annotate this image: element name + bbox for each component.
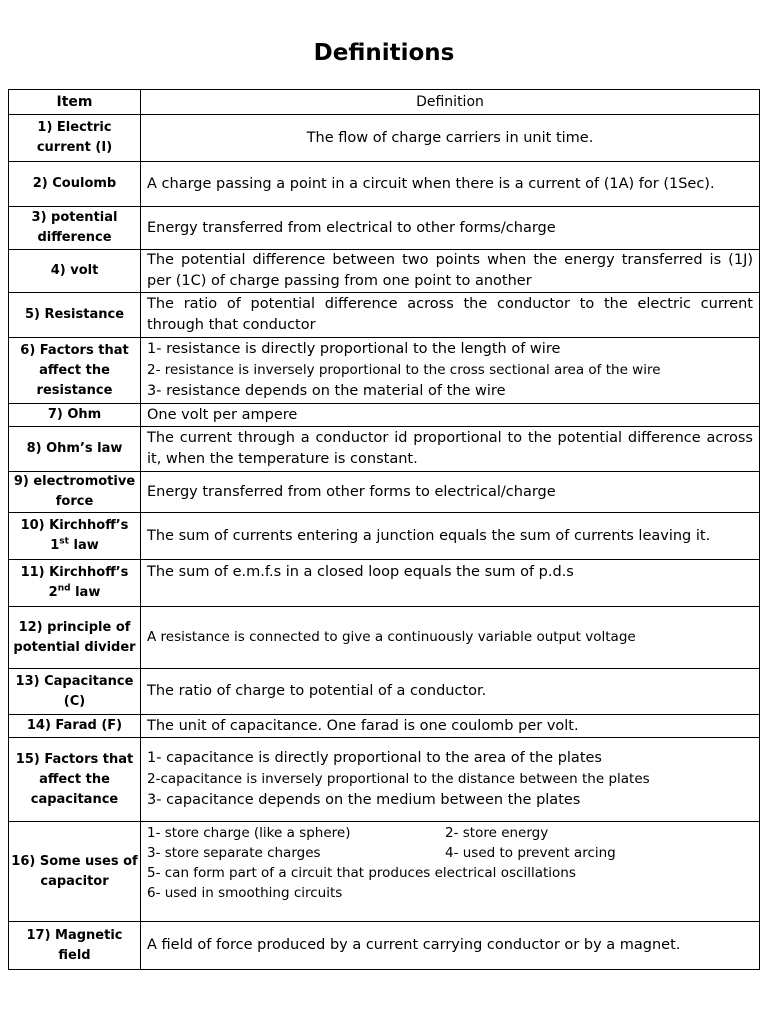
- table-row: [9, 338, 760, 404]
- table-row: [9, 404, 760, 427]
- table-row: [9, 560, 760, 607]
- definition-cell: The sum of e.m.f.s in a closed loop equals the sum of p.d.s: [141, 560, 760, 607]
- definitions-table: [8, 89, 760, 970]
- table-row: [9, 207, 760, 250]
- table-row: [9, 472, 760, 513]
- definition-cell: A charge passing a point in a circuit when there is a current of (1A) for (1Sec).: [141, 162, 760, 207]
- table-row: [9, 738, 760, 822]
- use-item: 1- store charge (like a sphere): [147, 825, 351, 841]
- definition-cell: The unit of capacitance. One farad is one coulomb per volt.: [141, 715, 760, 738]
- definition-line: 2- resistance is inversely proportional to the cross sectional area of the wire: [147, 362, 661, 378]
- uses-line: [147, 843, 753, 863]
- definition-cell: The ratio of potential difference across the conductor to the electric current through that conductor: [141, 293, 760, 338]
- item-text: 11) Kirchhoff’s 2: [20, 565, 129, 600]
- definition-cell: [141, 338, 760, 404]
- definition-line: 3- capacitance depends on the medium between the plates: [147, 792, 581, 808]
- table-row: [9, 822, 760, 922]
- table-row: [9, 715, 760, 738]
- item-text: 10) Kirchhoff’s 1: [20, 518, 129, 553]
- item-text: law: [68, 538, 99, 553]
- definition-cell: The current through a conductor id proportional to the potential difference across it, when the temperature is constant.: [141, 427, 760, 472]
- table-row: [9, 250, 760, 293]
- table-row: [9, 607, 760, 669]
- item-cell: 6) Factors that affect the resistance: [9, 338, 141, 404]
- item-cell: 4) volt: [9, 250, 141, 293]
- column-header-definition: Definition: [141, 90, 760, 115]
- item-cell: 15) Factors that affect the capacitance: [9, 738, 141, 822]
- table-row: [9, 162, 760, 207]
- table-row: [9, 427, 760, 472]
- item-cell: [9, 513, 141, 560]
- use-item: 5- can form part of a circuit that produces electrical oscillations: [147, 865, 576, 881]
- definition-cell: The flow of charge carriers in unit time.: [141, 115, 760, 162]
- item-cell: 5) Resistance: [9, 293, 141, 338]
- superscript: nd: [57, 583, 71, 594]
- definition-line: 3- resistance depends on the material of the wire: [147, 383, 506, 399]
- use-item: 2- store energy: [445, 825, 549, 841]
- definition-line: 1- resistance is directly proportional to the length of wire: [147, 341, 561, 357]
- definition-cell: The potential difference between two points when the energy transferred is (1J) per (1C) of charge passing from one point to another: [141, 250, 760, 293]
- item-cell: 9) electromotive force: [9, 472, 141, 513]
- uses-cell: [141, 822, 760, 922]
- item-cell: 17) Magnetic field: [9, 922, 141, 970]
- item-cell: 1) Electric current (I): [9, 115, 141, 162]
- page-title: Definitions: [313, 40, 455, 66]
- definition-cell: Energy transferred from electrical to other forms/charge: [141, 207, 760, 250]
- item-cell: 3) potential difference: [9, 207, 141, 250]
- definition-line: 1- capacitance is directly proportional to the area of the plates: [147, 750, 602, 766]
- definition-cell: One volt per ampere: [141, 404, 760, 427]
- definition-cell: A field of force produced by a current carrying conductor or by a magnet.: [141, 922, 760, 970]
- uses-line: [147, 823, 753, 843]
- use-item: 4- used to prevent arcing: [445, 845, 616, 861]
- use-item: 3- store separate charges: [147, 845, 321, 861]
- table-row: [9, 293, 760, 338]
- column-header-item: Item: [9, 90, 141, 115]
- use-item: 6- used in smoothing circuits: [147, 885, 343, 901]
- uses-line: [147, 863, 753, 883]
- item-cell: 16) Some uses of capacitor: [9, 822, 141, 922]
- item-cell: 8) Ohm’s law: [9, 427, 141, 472]
- table-row: [9, 669, 760, 715]
- definition-cell: Energy transferred from other forms to electrical/charge: [141, 472, 760, 513]
- definition-cell: [141, 738, 760, 822]
- table-row: [9, 115, 760, 162]
- item-cell: 12) principle of potential divider: [9, 607, 141, 669]
- definition-cell: The sum of currents entering a junction equals the sum of currents leaving it.: [141, 513, 760, 560]
- item-cell: 2) Coulomb: [9, 162, 141, 207]
- superscript: st: [59, 536, 69, 547]
- definition-line: 2-capacitance is inversely proportional to the distance between the plates: [147, 771, 650, 787]
- table-row: [9, 922, 760, 970]
- item-cell: 14) Farad (F): [9, 715, 141, 738]
- item-cell: 7) Ohm: [9, 404, 141, 427]
- definition-cell: The ratio of charge to potential of a conductor.: [141, 669, 760, 715]
- table-header-row: [9, 90, 760, 115]
- item-cell: 13) Capacitance (C): [9, 669, 141, 715]
- item-cell: [9, 560, 141, 607]
- uses-line: [147, 883, 753, 903]
- item-text: law: [70, 585, 101, 600]
- table-row: [9, 513, 760, 560]
- definition-cell: A resistance is connected to give a continuously variable output voltage: [141, 607, 760, 669]
